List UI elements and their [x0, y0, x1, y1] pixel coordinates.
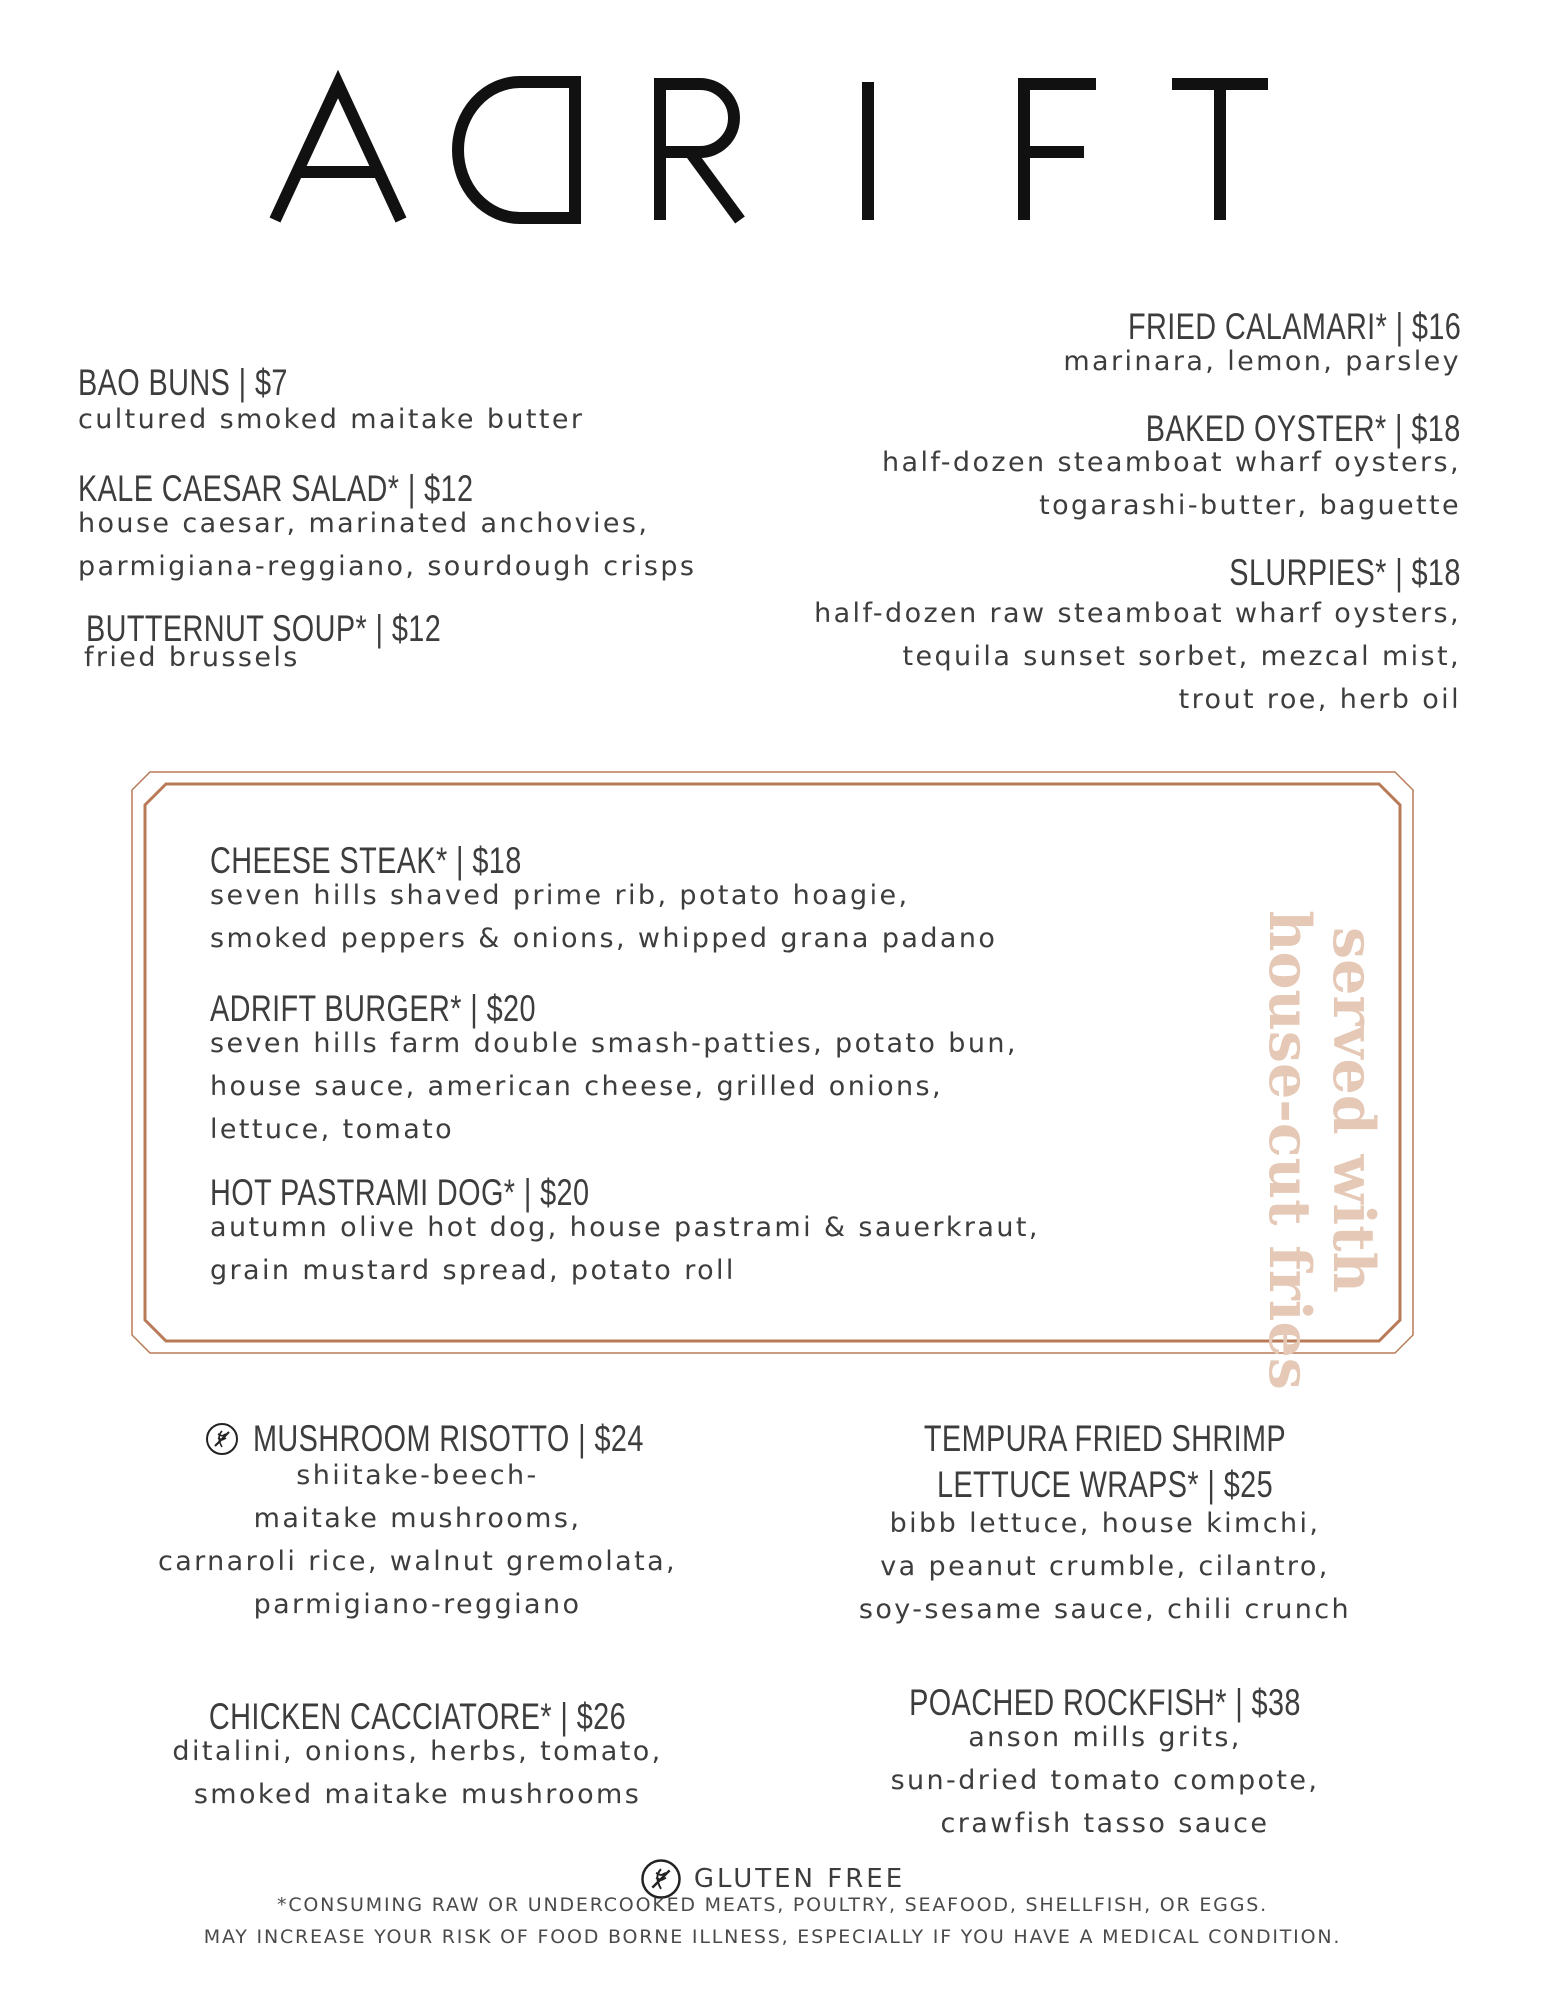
- shrimp-wraps-desc-3: soy-sesame sauce, chili crunch: [858, 1594, 1352, 1625]
- adrift-burger-desc-3: lettuce, tomato: [210, 1114, 455, 1145]
- adrift-logo: [0, 60, 1545, 240]
- adrift-burger-title: ADRIFT BURGER* | $20: [210, 988, 536, 1029]
- poached-rockfish-title: POACHED ROCKFISH* | $38: [909, 1682, 1301, 1723]
- adrift-burger-desc-2: house sauce, american cheese, grilled onions,: [210, 1071, 944, 1102]
- chicken-cacciatore-title: CHICKEN CACCIATORE* | $26: [208, 1696, 627, 1737]
- disclaimer-line-2: MAY INCREASE YOUR RISK OF FOOD BORNE ILLNESS, ESPECIALLY IF YOU HAVE A MEDICAL CONDITION.: [203, 1926, 1342, 1948]
- baked-oyster-desc-1: half-dozen steamboat wharf oysters,: [882, 447, 1461, 478]
- mushroom-risotto-desc-1: shiitake-beech-: [296, 1460, 539, 1491]
- slurpies-desc-2: tequila sunset sorbet, mezcal mist,: [902, 641, 1461, 672]
- slurpies-desc-3: trout roe, herb oil: [1178, 684, 1461, 715]
- bao-buns-title: BAO BUNS | $7: [78, 362, 288, 403]
- gluten-free-label: GLUTEN FREE: [693, 1864, 906, 1894]
- hot-pastrami-dog-title: HOT PASTRAMI DOG* | $20: [210, 1172, 590, 1213]
- mushroom-risotto-desc-2: maitake mushrooms,: [253, 1503, 582, 1534]
- cheese-steak-desc-1: seven hills shaved prime rib, potato hoagie,: [210, 880, 910, 911]
- kale-caesar-desc-1: house caesar, marinated anchovies,: [78, 508, 650, 539]
- mushroom-risotto-title: MUSHROOM RISOTTO | $24: [253, 1418, 644, 1459]
- shrimp-wraps-title-1: TEMPURA FRIED SHRIMP: [923, 1418, 1287, 1459]
- kale-caesar-desc-2: parmigiana-reggiano, sourdough crisps: [78, 551, 697, 582]
- kale-caesar-title: KALE CAESAR SALAD* | $12: [78, 468, 474, 509]
- side-note: [1115, 910, 1515, 1390]
- poached-rockfish-desc-2: sun-dried tomato compote,: [890, 1765, 1320, 1796]
- cheese-steak-title: CHEESE STEAK* | $18: [210, 840, 522, 881]
- cheese-steak-desc-2: smoked peppers & onions, whipped grana padano: [210, 923, 998, 954]
- shrimp-wraps-desc-1: bibb lettuce, house kimchi,: [889, 1508, 1321, 1539]
- hot-pastrami-dog-desc-2: grain mustard spread, potato roll: [210, 1255, 736, 1286]
- shrimp-wraps-desc-2: va peanut crumble, cilantro,: [880, 1551, 1330, 1582]
- chicken-cacciatore-desc-1: ditalini, onions, herbs, tomato,: [172, 1736, 663, 1767]
- baked-oyster-title: BAKED OYSTER* | $18: [1146, 408, 1461, 449]
- mushroom-risotto-desc-3: carnaroli rice, walnut gremolata,: [157, 1546, 678, 1577]
- slurpies-desc-1: half-dozen raw steamboat wharf oysters,: [814, 598, 1461, 629]
- slurpies-title: SLURPIES* | $18: [1229, 552, 1461, 593]
- mushroom-risotto-heading: [205, 1420, 754, 1457]
- fried-calamari-title: FRIED CALAMARI* | $16: [1127, 306, 1461, 347]
- fried-calamari-desc: marinara, lemon, parsley: [1063, 346, 1461, 377]
- poached-rockfish-desc-3: crawfish tasso sauce: [940, 1808, 1270, 1839]
- adrift-burger-desc-1: seven hills farm double smash-patties, potato bun,: [210, 1028, 1018, 1059]
- poached-rockfish-desc-1: anson mills grits,: [968, 1722, 1242, 1753]
- chicken-cacciatore-desc-2: smoked maitake mushrooms: [193, 1779, 642, 1810]
- side-note-line-2: house-cut fries: [1256, 910, 1323, 1390]
- side-note-line-1: served with: [1320, 927, 1387, 1293]
- mushroom-risotto-desc-4: parmigiano-reggiano: [253, 1589, 582, 1620]
- butternut-soup-desc: fried brussels: [84, 642, 300, 673]
- hot-pastrami-dog-desc-1: autumn olive hot dog, house pastrami & sauerkraut,: [210, 1212, 1040, 1243]
- shrimp-wraps-title-2: LETTUCE WRAPS* | $25: [936, 1464, 1274, 1505]
- bao-buns-desc: cultured smoked maitake butter: [78, 404, 585, 435]
- gluten-free-icon: [205, 1422, 239, 1456]
- baked-oyster-desc-2: togarashi-butter, baguette: [1039, 490, 1461, 521]
- butternut-soup-title: BUTTERNUT SOUP* | $12: [86, 608, 442, 649]
- disclaimer-line-1: *CONSUMING RAW OR UNDERCOOKED MEATS, POULTRY, SEAFOOD, SHELLFISH, OR EGGS.: [277, 1894, 1268, 1916]
